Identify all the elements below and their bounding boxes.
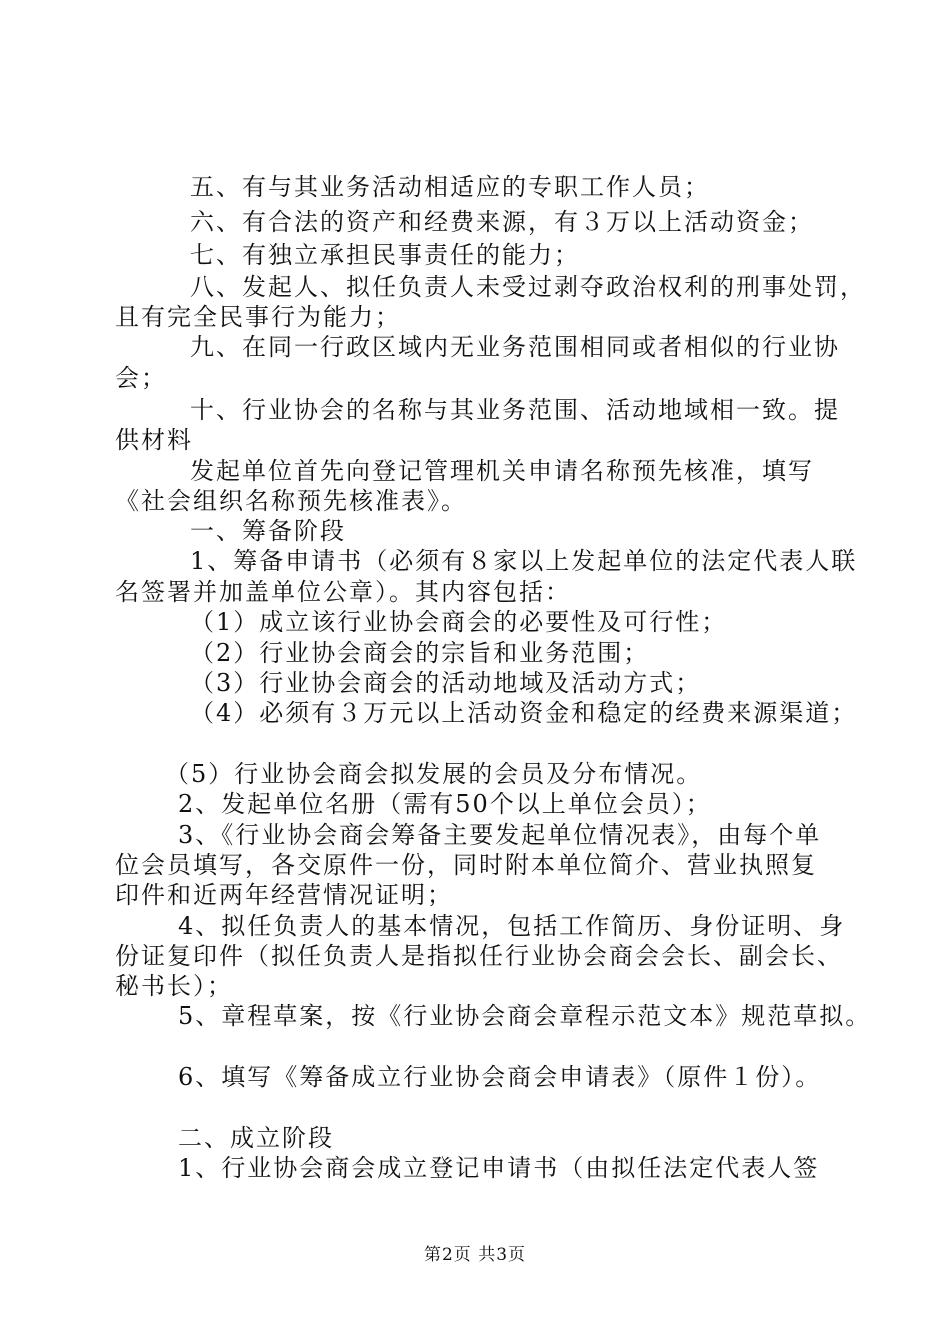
body-line: 五、有与其业务活动相适应的专职工作人员； [190,173,710,201]
list-item: （1）成立该行业协会商会的必要性及可行性； [190,608,728,636]
body-line: 份证复印件（拟任负责人是指拟任行业协会商会会长、副会长、 [115,942,843,970]
body-line: 十、行业协会的名称与其业务范围、活动地域相一致。提 [190,396,840,424]
list-item: （2）行业协会商会的宗旨和业务范围； [190,639,650,667]
section-heading: 一、筹备阶段 [190,517,346,545]
body-line: 3、《行业协会商会筹备主要发起单位情况表》，由每个单 [178,821,822,849]
page-number: 第2页 共3页 [423,1245,527,1265]
body-line: 且有完全民事行为能力； [115,303,401,331]
body-line: 1、筹备申请书（必须有８家以上发起单位的法定代表人联 [190,547,858,575]
body-line: 5、章程草案，按《行业协会商会章程示范文本》规范草拟。 [178,1002,872,1030]
body-line: 6、填写《筹备成立行业协会商会申请表》（原件１份）。 [178,1063,822,1091]
section-heading: 二、成立阶段 [178,1124,334,1152]
list-item: （4）必须有３万元以上活动资金和稳定的经费来源渠道； [190,699,858,727]
body-line: 《社会组织名称预先核准表》。 [115,487,467,515]
body-line: 位会员填写，各交原件一份，同时附本单位简介、营业执照复 [115,851,817,879]
body-line: 名签署并加盖单位公章）。其内容包括： [115,578,571,606]
body-line: 2、发起单位名册（需有50个以上单位会员）； [178,790,712,818]
body-line: 七、有独立承担民事责任的能力； [190,241,580,269]
body-line: 1、行业协会商会成立登记申请书（由拟任法定代表人签 [178,1154,820,1182]
body-line: 4、拟任负责人的基本情况，包括工作简历、身份证明、身 [178,912,846,940]
body-line: 八、发起人、拟任负责人未受过剥夺政治权利的刑事处罚， [190,273,866,301]
body-line: 六、有合法的资产和经费来源，有３万以上活动资金； [190,208,814,236]
body-line: 供材料 [115,426,193,454]
body-line: 秘书长）； [115,972,233,1000]
list-item: （5）行业协会商会拟发展的会员及分布情况。 [165,760,703,788]
body-line: 印件和近两年经营情况证明； [115,881,453,909]
list-item: （3）行业协会商会的活动地域及活动方式； [190,669,702,697]
body-line: 发起单位首先向登记管理机关申请名称预先核准，填写 [190,457,814,485]
body-line: 会； [115,364,167,392]
body-line: 九、在同一行政区域内无业务范围相同或者相似的行业协 [190,333,840,361]
